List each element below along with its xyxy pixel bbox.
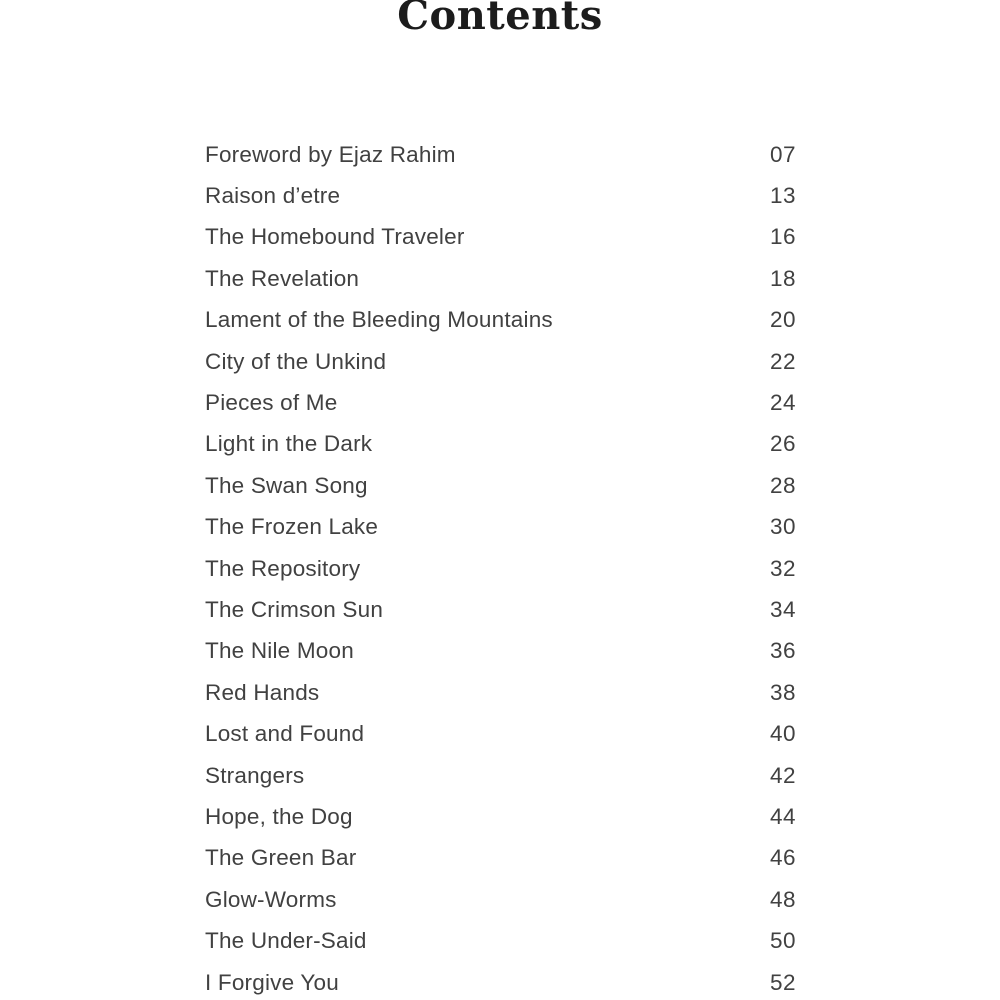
toc-entry [205, 920, 796, 961]
toc-entry-title: The Nile Moon [205, 638, 354, 664]
toc-entry-title: City of the Unkind [205, 348, 387, 374]
toc-entry-page: 48 [769, 886, 796, 912]
toc-entry [205, 258, 796, 299]
toc-entry [205, 134, 796, 175]
toc-entry [205, 796, 796, 837]
page-title: Contents [397, 0, 603, 39]
toc-entry-page: 18 [769, 265, 796, 291]
toc-entry [205, 548, 796, 589]
toc-entry-title: Lament of the Bleeding Mountains [205, 307, 553, 333]
toc-entry-page: 28 [769, 472, 796, 498]
toc-entry [205, 962, 796, 1000]
toc-entry [205, 382, 796, 423]
toc-entry-title: I Forgive You [205, 969, 339, 995]
toc-entry-page: 50 [769, 928, 796, 954]
toc-entry-page: 13 [769, 183, 796, 209]
toc-entry-title: The Revelation [205, 265, 360, 291]
toc-entry-title: The Frozen Lake [205, 514, 379, 540]
toc-entry-title: The Swan Song [205, 472, 368, 498]
toc-entry-title: The Homebound Traveler [205, 224, 465, 250]
toc-entry-title: The Repository [205, 555, 361, 581]
toc-entry [205, 175, 796, 216]
toc-entry-title: Strangers [205, 762, 305, 788]
toc-entry-page: 44 [769, 803, 796, 829]
toc-entry-page: 34 [769, 596, 796, 622]
toc-entry [205, 589, 796, 630]
toc-entry [205, 755, 796, 796]
toc-entry-page: 24 [769, 390, 796, 416]
toc-entry-page: 20 [769, 307, 796, 333]
toc-entry-page: 42 [769, 762, 796, 788]
toc-entry-page: 30 [769, 514, 796, 540]
toc-entry-title: The Green Bar [205, 845, 357, 871]
toc-entry [205, 300, 796, 341]
table-of-contents [205, 134, 796, 1000]
toc-entry [205, 672, 796, 713]
toc-entry [205, 465, 796, 506]
toc-entry [205, 424, 796, 465]
toc-entry-title: Lost and Found [205, 721, 365, 747]
toc-entry-page: 07 [769, 141, 796, 167]
toc-entry-title: Red Hands [205, 679, 320, 705]
toc-entry-title: Light in the Dark [205, 431, 373, 457]
toc-entry [205, 217, 796, 258]
toc-entry-page: 38 [769, 679, 796, 705]
toc-entry-page: 26 [769, 431, 796, 457]
toc-entry-title: Hope, the Dog [205, 803, 353, 829]
toc-entry-title: Raison d’etre [205, 183, 341, 209]
toc-entry [205, 631, 796, 672]
toc-entry-page: 32 [769, 555, 796, 581]
toc-entry [205, 879, 796, 920]
toc-entry-title: The Crimson Sun [205, 596, 384, 622]
toc-entry-page: 16 [769, 224, 796, 250]
toc-entry-title: Glow-Worms [205, 886, 337, 912]
toc-entry-page: 46 [769, 845, 796, 871]
toc-entry-page: 36 [769, 638, 796, 664]
toc-entry [205, 838, 796, 879]
toc-entry-page: 22 [769, 348, 796, 374]
toc-entry [205, 507, 796, 548]
toc-entry [205, 713, 796, 754]
toc-entry-page: 52 [769, 969, 796, 995]
toc-entry-title: Pieces of Me [205, 390, 338, 416]
toc-entry [205, 341, 796, 382]
toc-entry-title: Foreword by Ejaz Rahim [205, 141, 456, 167]
toc-entry-title: The Under-Said [205, 928, 367, 954]
toc-entry-page: 40 [769, 721, 796, 747]
